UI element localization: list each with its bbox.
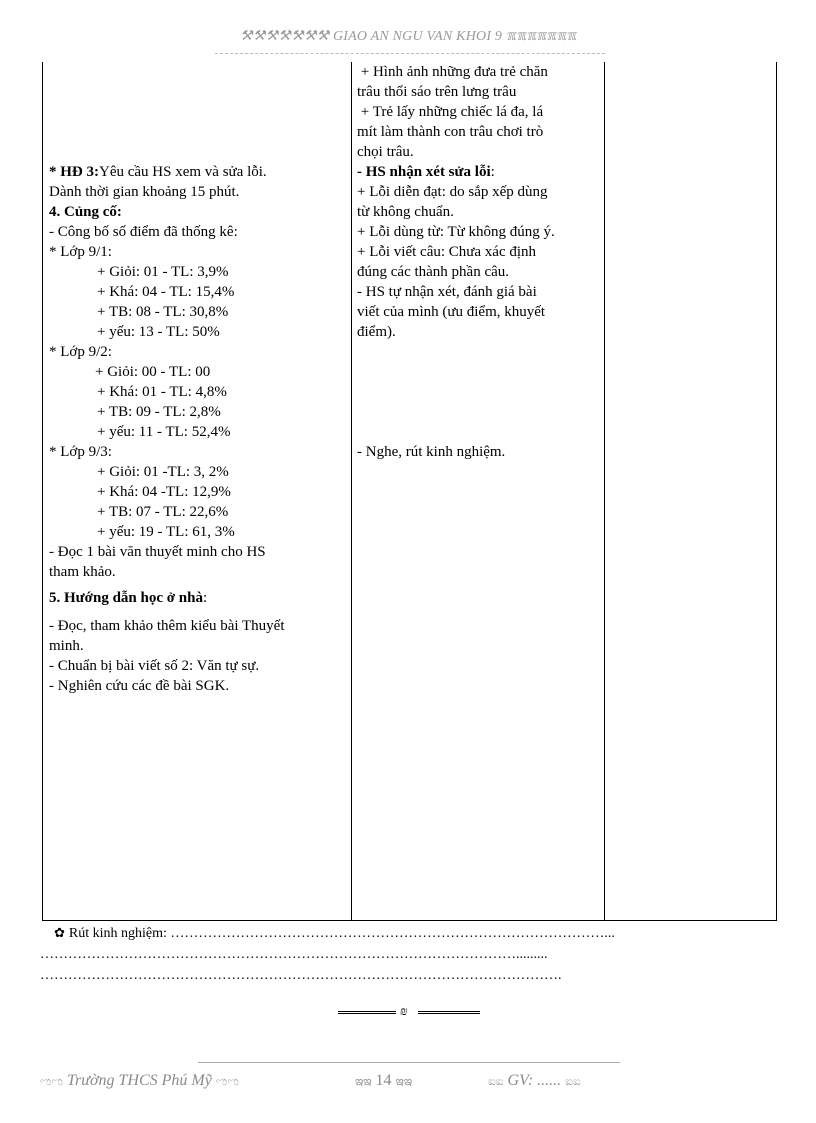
student-review-title-colon: : (490, 164, 495, 180)
student-review-title (357, 162, 597, 182)
homework-title (49, 588, 345, 608)
homework-item: - Chuẩn bị bài viết số 2: Văn tự sự. (49, 658, 260, 674)
stat-row: + TB: 07 - TL: 22,6% (97, 504, 229, 520)
homework-title-text: 5. Hướng dẫn học ở nhà (49, 590, 203, 606)
school-name: Trường THCS Phú Mỹ (67, 1072, 212, 1089)
ornament-icon: ಌಌ (215, 1074, 239, 1088)
section-divider (338, 1003, 480, 1021)
stat-row: + yếu: 11 - TL: 52,4% (97, 424, 231, 440)
homework-title-colon: : (203, 590, 208, 606)
flower-icon: ✿ (54, 925, 65, 940)
hd3-text-2: Dành thời gian khoảng 15 phút. (49, 184, 240, 200)
class-9-1-heading: * Lớp 9/1: (49, 244, 112, 260)
homework-item: - Đọc, tham khảo thêm kiểu bài Thuyết (49, 618, 285, 634)
page-number: 14 (375, 1072, 392, 1089)
listen-line: - Nghe, rút kinh nghiệm. (357, 444, 506, 460)
notes-label: Rút kinh nghiệm: (68, 926, 167, 941)
class-9-2-heading: * Lớp 9/2: (49, 344, 112, 360)
stat-row: + Khá: 04 - TL: 15,4% (97, 284, 235, 300)
homework-item: - Nghiên cứu các đề bài SGK. (49, 678, 230, 694)
notes-dots: …………………………………………………………………………………... (166, 926, 615, 941)
student-review-title-text: - HS nhận xét sửa lỗi (357, 164, 491, 180)
cungco-intro: - Công bố số điểm đã thống kê: (49, 224, 238, 240)
col2-line: viết của mình (ưu điểm, khuyết (357, 304, 546, 320)
col2-line: + Hình ảnh những đưa trẻ chăn (357, 64, 548, 80)
col2-line: trâu thổi sáo trên lưng trâu (357, 84, 517, 100)
read-essay-line: - Đọc 1 bài văn thuyết minh cho HS (49, 544, 266, 560)
notes-row-1 (40, 922, 770, 944)
read-essay-line-2: tham khảo. (49, 564, 116, 580)
stat-row: + Khá: 01 - TL: 4,8% (97, 384, 227, 400)
ornament-icon: ఇఇ (355, 1074, 372, 1088)
col2-line: + Lỗi dùng từ: Từ không đúng ý. (357, 224, 555, 240)
stat-row: + Khá: 04 -TL: 12,9% (97, 484, 231, 500)
divider-symbol: ₪ (400, 1004, 408, 1018)
page-header: ⚒⚒⚒⚒⚒⚒⚒ GIAO AN NGU VAN KHOI 9 ℼℼℼℼℼℼℼ (239, 29, 577, 44)
col2-line: điểm). (357, 324, 396, 340)
lesson-table (42, 62, 777, 921)
footer-school (40, 1072, 239, 1090)
hd3-line (49, 162, 345, 182)
teacher-name: GV: ...... (507, 1072, 562, 1089)
col2-line: + Lỗi viết câu: Chưa xác định (357, 244, 537, 260)
hd3-label: * HĐ 3: (49, 164, 99, 180)
ornament-icon: ಐಐ (488, 1074, 504, 1088)
col2-line: đúng các thành phần câu. (357, 264, 510, 280)
divider-bar-left (338, 1011, 396, 1014)
col2-line: mít làm thành con trâu chơi trò (357, 124, 544, 140)
spacer (49, 62, 345, 162)
footer-teacher (488, 1072, 581, 1090)
homework-item: minh. (49, 638, 84, 654)
col2-line: chọi trâu. (357, 144, 414, 160)
teacher-activity-column (49, 62, 345, 696)
header-rule (215, 53, 605, 54)
col2-line: từ không chuẩn. (357, 204, 454, 220)
footer-page (355, 1072, 412, 1091)
experience-notes (40, 922, 770, 986)
stat-row: + yếu: 13 - TL: 50% (97, 324, 220, 340)
col2-line: + Trẻ lấy những chiếc lá đa, lá (357, 104, 544, 120)
ornament-icon: ఇఇ (395, 1074, 413, 1088)
notes-row-3: …………………………………………………………………………………………………. (40, 968, 562, 983)
ornament-icon: ಌಌ (40, 1074, 63, 1088)
stat-row: + Giỏi: 01 - TL: 3,9% (97, 264, 229, 280)
divider-bar-right (418, 1011, 480, 1014)
stat-row: + TB: 08 - TL: 30,8% (97, 304, 229, 320)
hd3-text: Yêu cầu HS xem và sửa lỗi. (99, 164, 267, 180)
column-divider-2 (604, 62, 605, 920)
column-divider-1 (351, 62, 352, 920)
col2-line: + Lỗi diễn đạt: do sắp xếp dùng (357, 184, 548, 200)
stat-row: + Giỏi: 00 - TL: 00 (95, 364, 211, 380)
cungco-title: 4. Củng cố: (49, 204, 122, 220)
notes-row-2: …………………………………………………………………………………………......... (40, 947, 548, 962)
stat-row: + yếu: 19 - TL: 61, 3% (97, 524, 235, 540)
ornament-icon: ಐಐ (565, 1074, 581, 1088)
footer-rule (198, 1062, 620, 1063)
class-9-3-heading: * Lớp 9/3: (49, 444, 112, 460)
stat-row: + TB: 09 - TL: 2,8% (97, 404, 221, 420)
student-activity-column (357, 62, 597, 462)
stat-row: + Giỏi: 01 -TL: 3, 2% (97, 464, 229, 480)
col2-line: - HS tự nhận xét, đánh giá bài (357, 284, 537, 300)
